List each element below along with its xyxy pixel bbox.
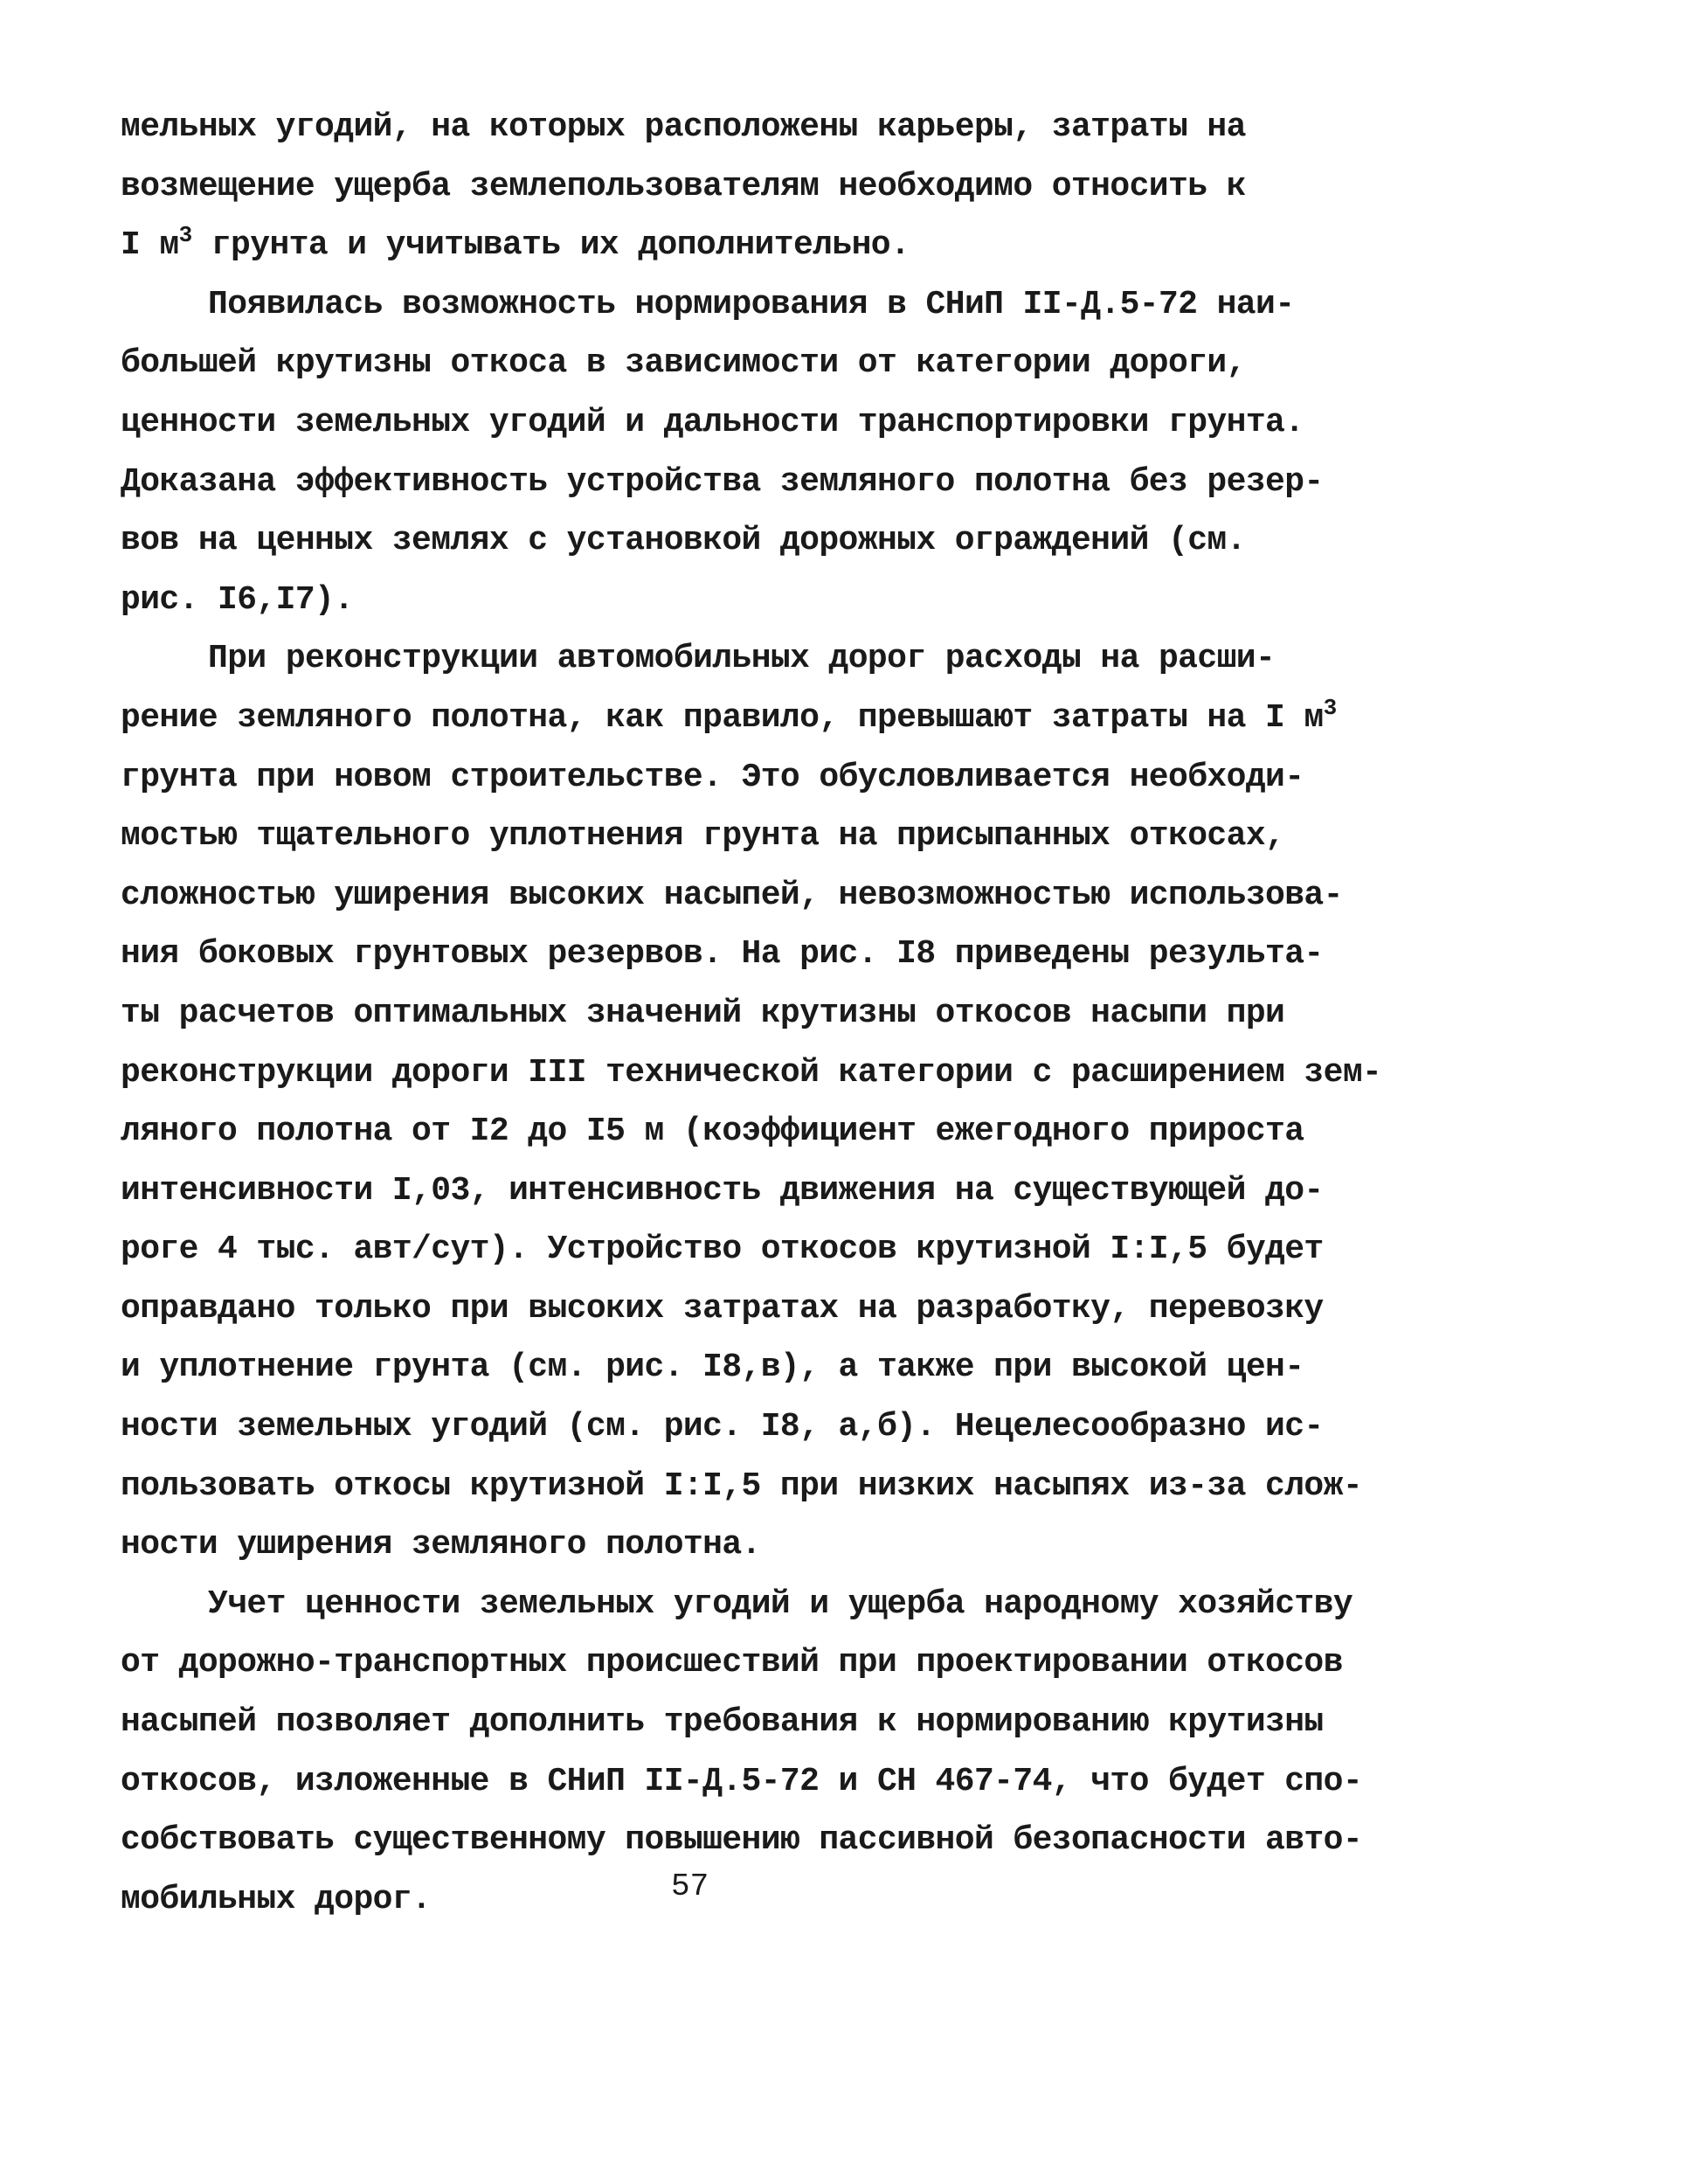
paragraph-3-line-8: реконструкции дороги III технической категории с расширением зем-: [121, 1053, 1382, 1092]
paragraph-4-line-5: собствовать существенному повышению пассивной безопасности авто-: [121, 1821, 1363, 1860]
paragraph-4-line-4: откосов, изложенные в СНиП II-Д.5-72 и СН 467-74, что будет спо-: [121, 1762, 1363, 1800]
paragraph-2-line-3: ценности земельных угодий и дальности транспортировки грунта.: [121, 403, 1304, 441]
paragraph-3-line-10: интенсивности I,03, интенсивность движения на существующей до-: [121, 1171, 1324, 1210]
paragraph-4-line-6: мобильных дорог.: [121, 1880, 432, 1918]
paragraph-2-line-5: вов на ценных землях с установкой дорожных ограждений (см.: [121, 522, 1246, 560]
paragraph-3-line-1: При реконструкции автомобильных дорог расходы на расши-: [208, 640, 1276, 678]
paragraph-3-line-11: роге 4 тыс. авт/сут). Устройство откосов крутизной I:I,5 будет: [121, 1231, 1324, 1269]
paragraph-3-line-14: ности земельных угодий (см. рис. I8, а,б). Нецелесообразно ис-: [121, 1408, 1324, 1446]
paragraph-3-line-15: пользовать откосы крутизной I:I,5 при низких насыпях из-за слож-: [121, 1466, 1363, 1505]
superscript: 3: [178, 222, 192, 249]
paragraph-2-line-6: рис. I6,I7).: [121, 580, 354, 619]
paragraph-4-line-2: от дорожно-транспортных происшествий при проектировании откосов: [121, 1644, 1343, 1682]
paragraph-4-line-1: Учет ценности земельных угодий и ущерба народному хозяйству: [208, 1584, 1353, 1623]
paragraph-4-line-3: насыпей позволяет дополнить требования к нормированию крутизны: [121, 1703, 1324, 1742]
paragraph-3-line-6: ния боковых грунтовых резервов. На рис. I8 приведены результа-: [121, 935, 1324, 974]
line-text: рение земляного полотна, как правило, превышают затраты на I м: [121, 698, 1324, 737]
paragraph-3-line-5: сложностью уширения высоких насыпей, невозможностью использова-: [121, 876, 1343, 914]
body-text: [121, 98, 1382, 1929]
paragraph-2-line-1: Появилась возможность нормирования в СНиП II-Д.5-72 наи-: [208, 285, 1295, 323]
line-text: I м: [121, 226, 179, 265]
paragraph-3-line-7: ты расчетов оптимальных значений крутизны откосов насыпи при: [121, 994, 1285, 1032]
paragraph-3-line-16: ности уширения земляного полотна.: [121, 1526, 761, 1564]
paragraph-1-line-1: мельных угодий, на которых расположены карьеры, затраты на: [121, 108, 1246, 146]
paragraph-3-line-12: оправдано только при высоких затратах на разработку, перевозку: [121, 1289, 1324, 1328]
page-number: 57: [671, 1869, 709, 1904]
line-text-after: грунта и учитывать их дополнительно.: [191, 226, 910, 265]
superscript: 3: [1323, 694, 1337, 721]
paragraph-3-line-13: и уплотнение грунта (см. рис. I8,в), а также при высокой цен-: [121, 1349, 1304, 1387]
paragraph-3-line-9: ляного полотна от I2 до I5 м (коэффициент ежегодного прироста: [121, 1113, 1304, 1151]
paragraph-2-line-4: Доказана эффективность устройства земляного полотна без резер-: [121, 462, 1324, 501]
paragraph-3-line-2: [121, 689, 1344, 748]
paragraph-3-line-4: мостью тщательного уплотнения грунта на присыпанных откосах,: [121, 817, 1285, 856]
paragraph-3-line-3: грунта при новом строительстве. Это обусловливается необходи-: [121, 758, 1304, 796]
paragraph-1-line-3: [121, 216, 1344, 275]
paragraph-1-line-2: возмещение ущерба землепользователям необходимо относить к: [121, 167, 1246, 205]
paragraph-2-line-2: большей крутизны откоса в зависимости от категории дороги,: [121, 344, 1246, 383]
